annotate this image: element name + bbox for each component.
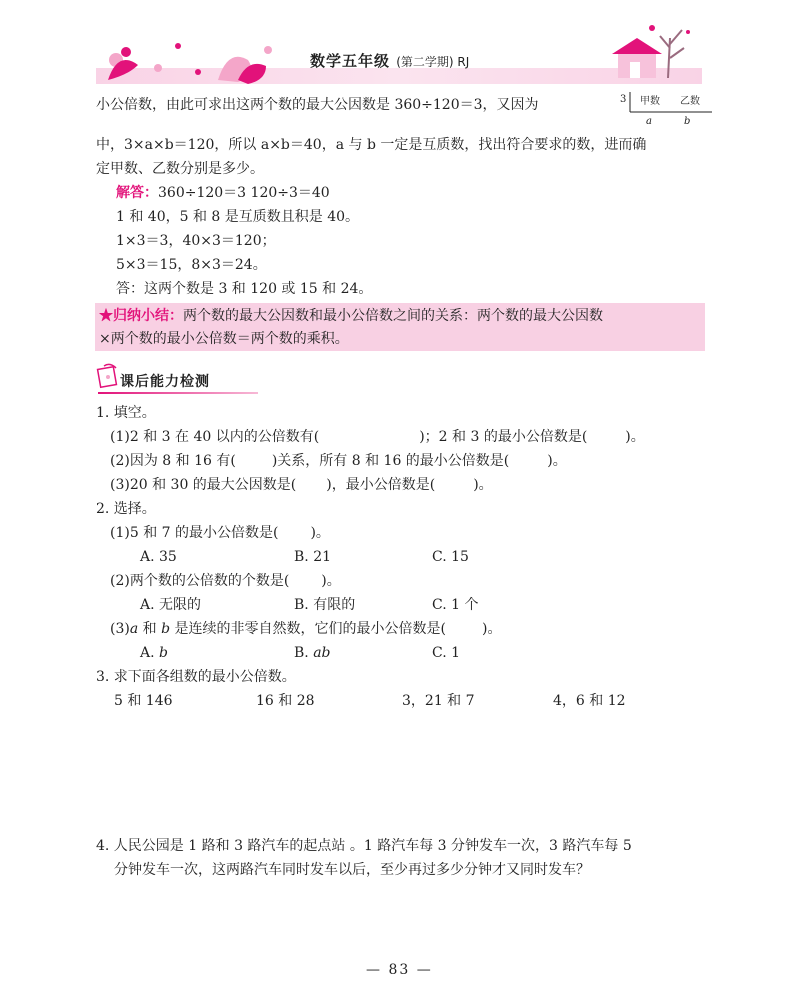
- example-line-1: 小公倍数，由此可求出这两个数的最大公因数是 360÷120＝3，又因为: [96, 97, 539, 113]
- option-a-value: b: [159, 645, 168, 661]
- answer-line-4: 5×3＝15，8×3＝24。: [116, 257, 267, 273]
- flower-decoration-left: [98, 30, 288, 86]
- example-line-3: 定甲数、乙数分别是多少。: [96, 161, 264, 177]
- q2-3-text: 是连续的非零自然数，它们的最小公倍数是(: [170, 621, 446, 637]
- division-label-jia: 甲数: [640, 96, 660, 107]
- q1-2-text-c: )。: [547, 453, 567, 469]
- division-label-a: a: [646, 116, 652, 127]
- q2-3-end: )。: [482, 621, 502, 637]
- q2-item-3: [110, 619, 501, 639]
- example-line-2: 中，3×a×b＝120，所以 a×b＝40，a 与 b 一定是互质数，找出符合要求的数，进而确: [96, 137, 647, 153]
- division-label-yi: 乙数: [680, 96, 700, 107]
- summary-line-1: [99, 306, 603, 326]
- q2-2-end: )。: [321, 573, 341, 589]
- q2-1-end: )。: [310, 525, 330, 541]
- answer-line-2: 1 和 40，5 和 8 是互质数且积是 40。: [116, 209, 360, 225]
- q2-2-option-a[interactable]: A. 无限的: [140, 597, 202, 613]
- division-label-3: 3: [620, 94, 627, 105]
- division-diagram: [616, 88, 716, 128]
- option-a-label: A.: [140, 645, 160, 661]
- q2-2-option-b[interactable]: B. 有限的: [294, 597, 356, 613]
- section-heading: 课后能力检测: [120, 374, 210, 390]
- pencil-note-icon: [96, 362, 120, 390]
- q3-item-3: 3，21 和 7: [402, 693, 475, 709]
- q2-item-2: [110, 571, 341, 591]
- q2-item-1: [110, 523, 330, 543]
- answer-line-1: [116, 183, 330, 203]
- q1-item-2: [110, 451, 567, 471]
- answer-label: 解答：: [116, 185, 158, 201]
- q2-3-option-c[interactable]: C. 1: [432, 645, 461, 661]
- heading-underline: [98, 392, 258, 394]
- q3-item-2: 16 和 28: [256, 693, 315, 709]
- page-number: — 83 —: [366, 962, 433, 978]
- q1-1-text-c: )。: [625, 429, 645, 445]
- division-label-b: b: [684, 116, 691, 127]
- answer-line-5: 答：这两个数是 3 和 120 或 15 和 24。: [116, 281, 373, 297]
- q1-2-text-a: (2)因为 8 和 16 有(: [110, 453, 236, 469]
- q2-1-option-b[interactable]: B. 21: [294, 549, 332, 565]
- house-tree-decoration: [598, 18, 708, 84]
- q2-1-option-a[interactable]: A. 35: [140, 549, 177, 565]
- q1-item-3: [110, 475, 493, 495]
- q2-3-option-b[interactable]: [294, 643, 331, 663]
- summary-label: ★归纳小结：: [99, 308, 183, 324]
- q3-item-1: 5 和 146: [114, 693, 173, 709]
- q1-1-text-b: )；2 和 3 的最小公倍数是(: [419, 429, 588, 445]
- q2-3-and: 和: [138, 621, 162, 637]
- q1-1-text-a: (1)2 和 3 在 40 以内的公倍数有(: [110, 429, 320, 445]
- q3-title: 3. 求下面各组数的最小公倍数。: [96, 669, 296, 685]
- q1-2-text-b: )关系，所有 8 和 16 的最小公倍数是(: [271, 453, 510, 469]
- q2-1-option-c[interactable]: C. 15: [432, 549, 469, 565]
- option-b-value: ab: [313, 645, 331, 661]
- summary-text-1: 两个数的最大公因数和最小公倍数之间的关系：两个数的最大公因数: [183, 308, 603, 324]
- q2-2-text: (2)两个数的公倍数的个数是(: [110, 573, 290, 589]
- header-title: [310, 50, 469, 71]
- q1-3-text-b: )，最小公倍数是(: [326, 477, 436, 493]
- answer-line-3: 1×3＝3，40×3＝120；: [116, 233, 276, 249]
- q2-title: 2. 选择。: [96, 501, 156, 517]
- q2-3-var-a: a: [129, 621, 139, 637]
- q1-item-1: [110, 427, 645, 447]
- q2-1-text: (1)5 和 7 的最小公倍数是(: [110, 525, 279, 541]
- q1-3-text-c: )。: [473, 477, 493, 493]
- q2-2-option-c[interactable]: C. 1 个: [432, 597, 479, 613]
- q1-title: 1. 填空。: [96, 405, 156, 421]
- q2-3-option-a[interactable]: [140, 643, 168, 663]
- q4-line-2: 分钟发车一次，这两路汽车同时发车以后，至少再过多少分钟才又同时发车？: [114, 862, 590, 878]
- q2-3-prefix: (3): [110, 621, 130, 637]
- answer-calc: 360÷120＝3 120÷3＝40: [158, 185, 330, 201]
- q3-item-4: 4，6 和 12: [553, 693, 626, 709]
- book-subtitle: (第二学期) RJ: [396, 55, 470, 69]
- q1-3-text-a: (3)20 和 30 的最大公因数是(: [110, 477, 297, 493]
- q2-3-var-b: b: [161, 621, 171, 637]
- q4-line-1: 4. 人民公园是 1 路和 3 路汽车的起点站 。1 路汽车每 3 分钟发车一次，3 路汽车每 5: [96, 838, 632, 854]
- book-title: 数学五年级: [310, 52, 391, 70]
- summary-line-2: ×两个数的最小公倍数＝两个数的乘积。: [99, 331, 349, 347]
- option-b-label: B.: [294, 645, 314, 661]
